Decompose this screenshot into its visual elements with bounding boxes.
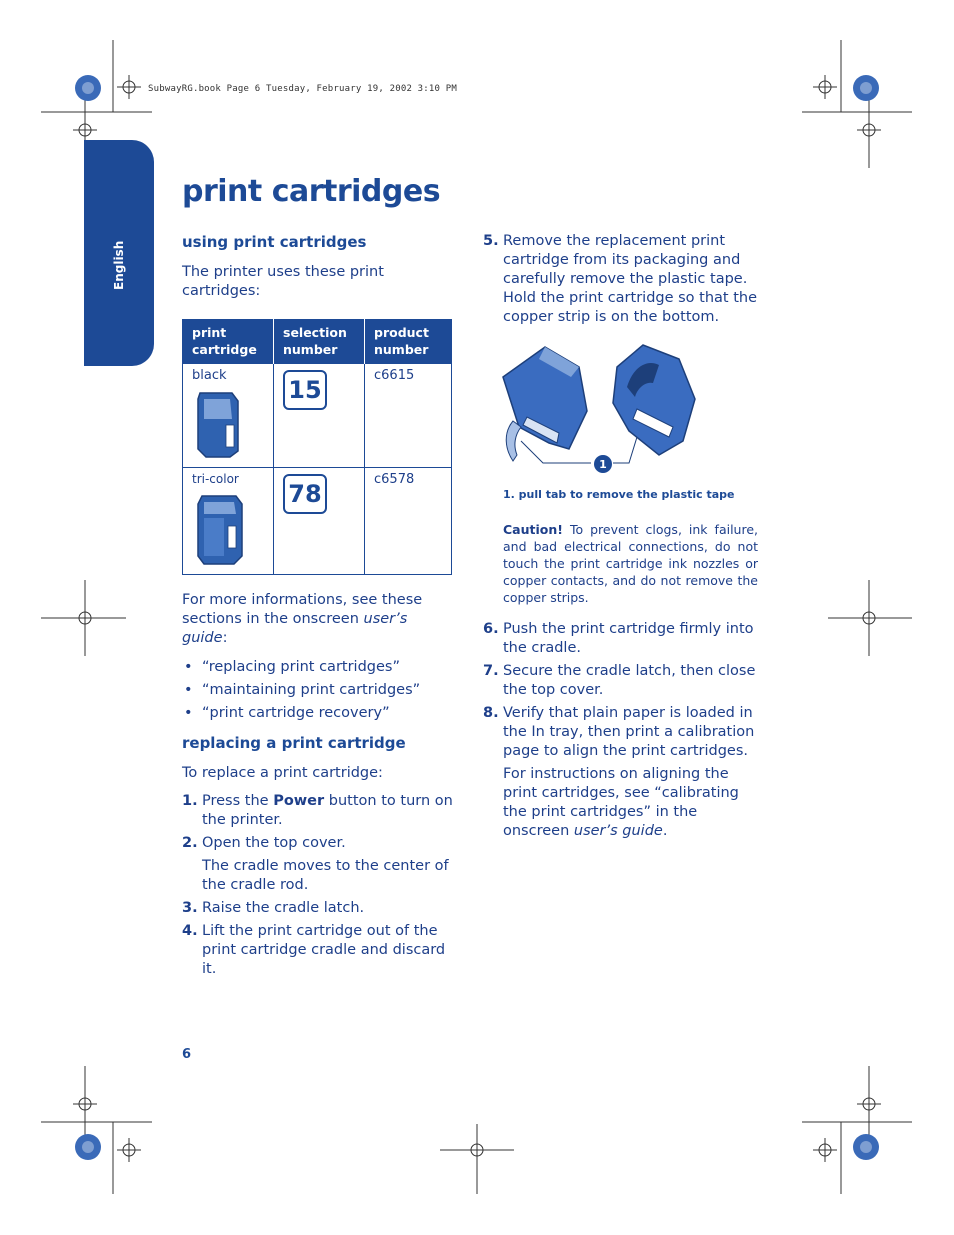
replacing-intro: To replace a print cartridge: — [182, 765, 383, 781]
table-header-print-cartridge: print cartridge — [183, 319, 274, 364]
language-tab-label: English — [112, 240, 126, 290]
table-row — [183, 364, 452, 468]
step-subtext — [503, 765, 758, 841]
more-info-guide: user’s guide — [182, 611, 408, 646]
step-text: Lift the print cartridge out of the print cartridge cradle and discard it. — [202, 923, 446, 977]
step-7 — [483, 662, 758, 700]
step-number: 2. — [182, 835, 198, 851]
step-text: Open the top cover. — [202, 835, 346, 851]
step-text: Raise the cradle latch. — [202, 900, 365, 916]
selection-number-badge: 15 — [283, 370, 327, 410]
table-header-product-number: product number — [365, 319, 452, 364]
step-number: 5. — [483, 233, 499, 249]
step-text: Secure the cradle latch, then close the top cover. — [503, 663, 756, 698]
step-number: 8. — [483, 705, 499, 721]
more-info-suffix: : — [222, 630, 228, 646]
caution-note — [483, 521, 758, 606]
tri-color-cartridge-icon — [192, 490, 248, 566]
step-text: Remove the replacement print cartridge from its packaging and carefully remove the plastic tape. Hold the print cartridge so that the copper strip is on the bottom. — [503, 233, 758, 325]
more-info-prefix: For more informations, see these sections in the onscreen — [182, 592, 423, 627]
list-item: • “print cartridge recovery” — [182, 704, 454, 723]
list-item: • “replacing print cartridges” — [182, 658, 454, 677]
subtext-prefix: For instructions on aligning the print cartridges, see “calibrating the print cartridges” in the onscreen — [503, 766, 739, 839]
figure-caption: 1. pull tab to remove the plastic tape — [503, 488, 735, 501]
selection-number-badge: 78 — [283, 474, 327, 514]
steps-list-left — [182, 792, 454, 979]
selection-cell — [274, 468, 365, 575]
product-number: c6578 — [365, 468, 452, 575]
product-number: c6615 — [365, 364, 452, 468]
step-text: Press the — [202, 793, 274, 809]
right-column — [483, 232, 758, 845]
book-slug: SubwayRG.book Page 6 Tuesday, February 19, 2002 3:10 PM — [148, 84, 458, 94]
step-number: 7. — [483, 663, 499, 679]
page-title: print cartridges — [182, 174, 441, 209]
reference-list — [182, 658, 454, 723]
selection-cell — [274, 364, 365, 468]
step-number: 4. — [182, 923, 198, 939]
section-heading-using: using print cartridges — [182, 233, 367, 251]
step-number: 6. — [483, 621, 499, 637]
power-keyword: Power — [273, 793, 325, 809]
steps-list-right-bottom — [483, 620, 758, 841]
cartridge-cell — [183, 364, 274, 468]
callout-number: 1 — [599, 458, 607, 471]
step-text: Verify that plain paper is loaded in the In tray, then print a calibration page to align the print cartridges. — [503, 705, 755, 759]
black-cartridge-icon — [192, 389, 244, 459]
list-item: • “maintaining print cartridges” — [182, 681, 454, 700]
page-number: 6 — [182, 1047, 192, 1062]
section-heading-replacing: replacing a print cartridge — [182, 734, 406, 752]
step-3 — [182, 899, 454, 918]
step-subtext: The cradle moves to the center of the cradle rod. — [202, 858, 449, 893]
table-header-selection-number: selection number — [274, 319, 365, 364]
remove-tape-illustration — [483, 337, 703, 477]
step-8 — [483, 704, 758, 841]
step-1 — [182, 792, 454, 830]
caution-label: Caution! — [503, 522, 563, 537]
step-number: 3. — [182, 900, 198, 916]
cartridge-name: tri-color — [192, 472, 239, 486]
step-6 — [483, 620, 758, 658]
subtext-guide: user’s guide — [573, 823, 663, 839]
cartridge-name: black — [192, 368, 227, 383]
step-2 — [182, 834, 454, 895]
step-4 — [182, 922, 454, 979]
step-text: Push the print cartridge firmly into the cradle. — [503, 621, 754, 656]
step-text: button to turn on the printer. — [202, 793, 453, 828]
using-intro: The printer uses these print cartridges: — [182, 264, 384, 299]
caution-text: To prevent clogs, ink failure, and bad electrical connections, do not touch the print cartridge ink nozzles or copper contacts, and do not remove the copper strips. — [503, 522, 758, 605]
step-5 — [483, 232, 758, 327]
table-row — [183, 468, 452, 575]
left-column — [182, 233, 454, 983]
cartridge-table — [182, 319, 452, 575]
more-info-text — [182, 591, 454, 648]
cartridge-cell — [183, 468, 274, 575]
steps-list-right-top — [483, 232, 758, 327]
subtext-suffix: . — [662, 823, 668, 839]
step-number: 1. — [182, 793, 198, 809]
